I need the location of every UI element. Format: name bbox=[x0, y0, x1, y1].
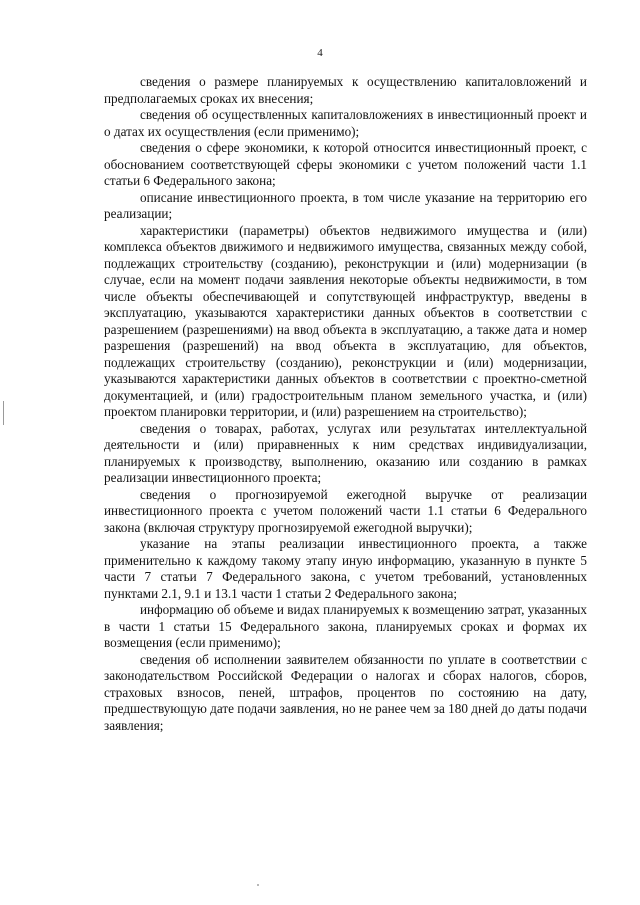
paragraph-tax-obligations: сведения об исполнении заявителем обязанности по уплате в соответствии с законодательством Российской Федерации о налогах и сборах налогов, сборов, страховых взносов, пеней, штрафов, процентов по состоянию на дату, предшествующую дате подачи заявления, но не ранее чем за 180 дней до даты подачи заявления; bbox=[104, 651, 587, 733]
paragraph-economic-sector: сведения о сфере экономики, к которой относится инвестиционный проект, с обоснованием соответствующей сферы экономики с учетом положений части 1.1 статьи 6 Федерального закона; bbox=[104, 140, 587, 188]
paragraph-forecast-revenue: сведения о прогнозируемой ежегодной выручке от реализации инвестиционного проекта с учетом положений части 1.1 статьи 6 Федерального закона (включая структуру прогнозируемой ежегодной выручки); bbox=[104, 486, 587, 535]
scan-dot bbox=[257, 884, 259, 886]
paragraph-goods-services: сведения о товарах, работах, услугах или результатах интеллектуальной деятельности и (или) приравненных к ним средствах индивидуализации, планируемых к производству, выполнению, оказанию или созданию в рамках реализации инвестиционного проекта; bbox=[104, 420, 587, 485]
paragraph-investment-size: сведения о размере планируемых к осуществлению капиталовложений и предполагаемых сроках их внесения; bbox=[104, 74, 587, 106]
paragraph-completed-investments: сведения об осуществленных капиталовложениях в инвестиционный проект и о датах их осуществления (если применимо); bbox=[104, 107, 587, 139]
paragraph-project-stages: указание на этапы реализации инвестиционного проекта, а также применительно к каждому такому этапу иную информацию, указанную в пункте 5 части 7 статьи 7 Федерального закона, с учетом требований, установленных пунктами 2.1, 9.1 и 13.1 части 1 статьи 2 Федерального закона; bbox=[104, 536, 587, 601]
paragraph-project-description: описание инвестиционного проекта, в том числе указание на территорию его реализации; bbox=[104, 189, 587, 221]
paragraph-cost-reimbursement: информацию об объеме и видах планируемых к возмещению затрат, указанных в части 1 статьи 15 Федерального закона, планируемых сроках и формах их возмещения (если применимо); bbox=[104, 602, 587, 650]
page-number: 4 bbox=[317, 47, 323, 59]
paragraph-property-characteristics: характеристики (параметры) объектов недвижимого имущества и (или) комплекса объектов движимого и недвижимого имущества, связанных между собой, подлежащих строительству (созданию), реконструкции и (или) модернизации (в случае, если на момент подачи заявления некоторые объекты недвижимости, в том числе объекты обеспечивающей и сопутствующей инфраструктур, введены в эксплуатацию, указываются характеристики данных объектов в соответствии с разрешением (разрешениями) на ввод объекта в эксплуатацию, а также дата и номер разрешения (разрешений) на ввод объекта в эксплуатацию, для объектов, подлежащих строительству (созданию), реконструкции и (или) модернизации, указываются характеристики данных объектов в соответствии с проектно-сметной документацией, и (или) градостроительным планом земельного участка, и (или) проектом планировки территории, и (или) разрешением на строительство); bbox=[104, 222, 587, 419]
margin-scan-mark bbox=[3, 401, 4, 425]
body-text bbox=[104, 74, 587, 734]
